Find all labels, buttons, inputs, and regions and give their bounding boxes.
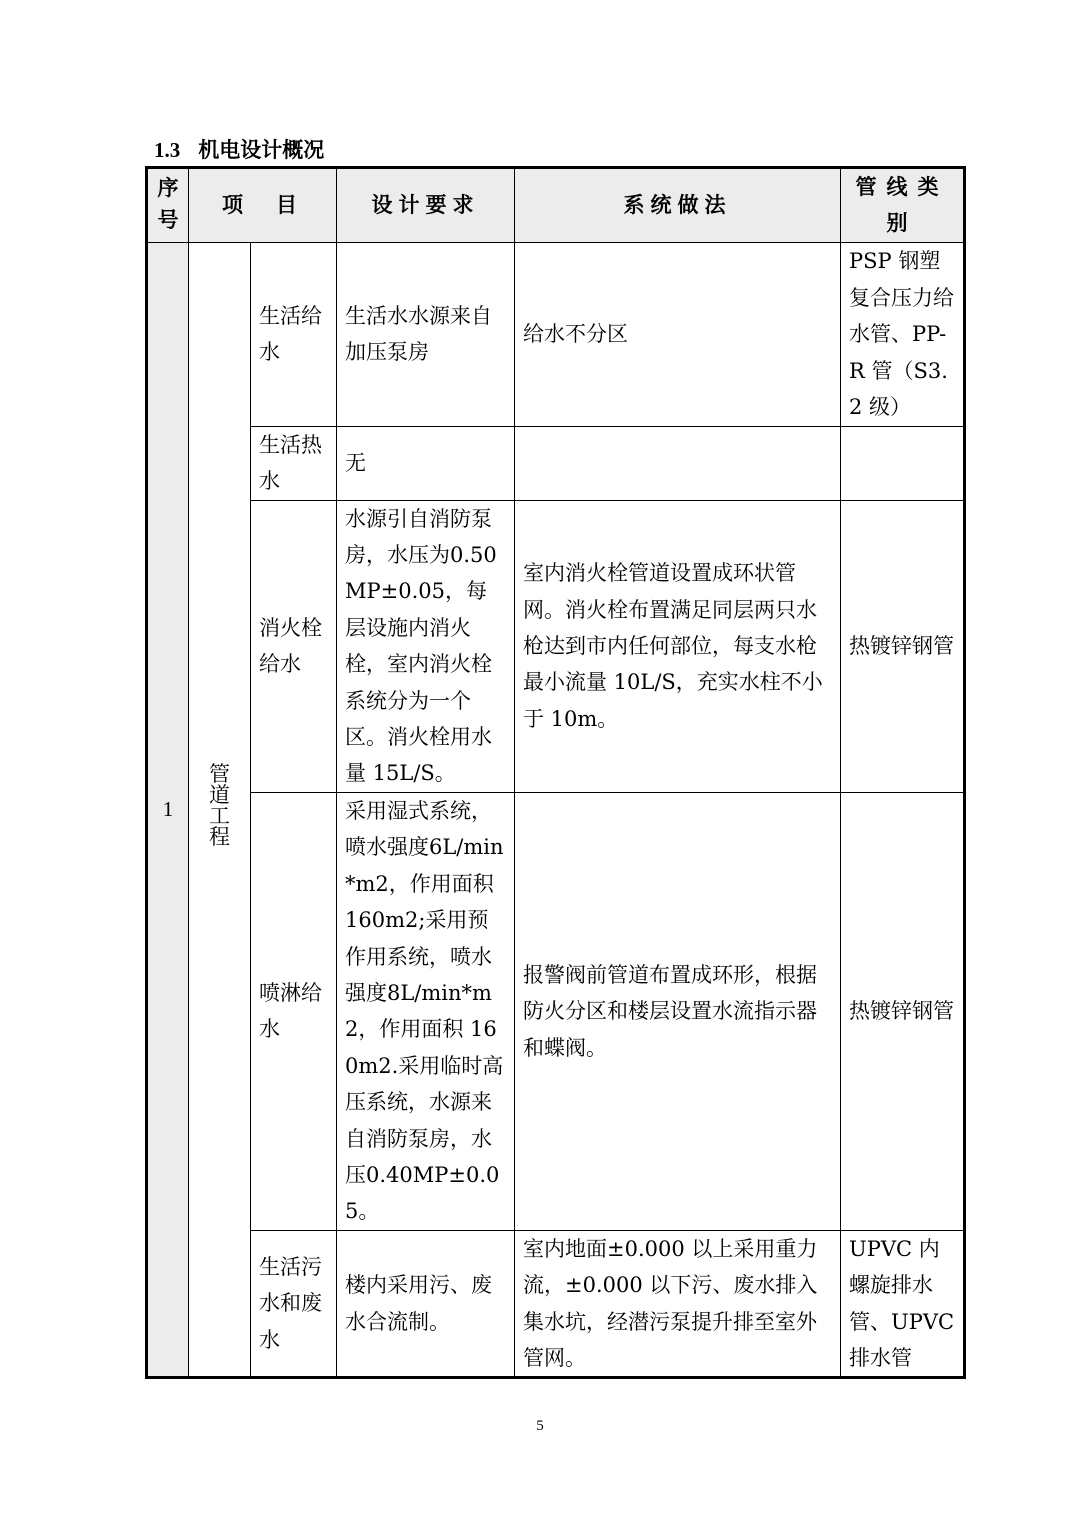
group-seq: 1 <box>147 242 189 1378</box>
row-pipe: PSP 钢塑复合压力给水管、PP-R 管（S3.2 级） <box>841 242 965 426</box>
header-pipe: 管线类别 <box>841 168 965 243</box>
header-design: 设计要求 <box>337 168 515 243</box>
row-design: 楼内采用污、废水合流制。 <box>337 1230 515 1378</box>
row-pipe: 热镀锌钢管 <box>841 792 965 1230</box>
row-item: 生活污水和废水 <box>251 1230 337 1378</box>
row-method: 室内地面±0.000 以上采用重力流，±0.000 以下污、废水排入集水坑，经潜污泵提升排至室外管网。 <box>515 1230 841 1378</box>
group-category: 管道工程 <box>189 242 251 1378</box>
section-number: 1.3 <box>154 138 181 162</box>
row-method: 报警阀前管道布置成环形，根据防火分区和楼层设置水流指示器和蝶阀。 <box>515 792 841 1230</box>
mep-design-table <box>145 166 966 1379</box>
row-pipe: 热镀锌钢管 <box>841 500 965 792</box>
row-pipe: UPVC 内螺旋排水管、UPVC 排水管 <box>841 1230 965 1378</box>
row-design: 水源引自消防泵房，水压为0.50MP±0.05，每层设施内消火栓，室内消火栓系统分为一个区。消火栓用水量 15L/S。 <box>337 500 515 792</box>
page-number: 5 <box>536 1418 544 1434</box>
header-item: 项 目 <box>189 168 337 243</box>
row-method: 给水不分区 <box>515 242 841 426</box>
row-design: 采用湿式系统，喷水强度6L/min*m2，作用面积 160m2;采用预作用系统，喷水强度8L/min*m2，作用面积 160m2.采用临时高压系统，水源来自消防泵房，水压0.40MP±0.05。 <box>337 792 515 1230</box>
row-method <box>515 426 841 500</box>
row-item: 喷淋给水 <box>251 792 337 1230</box>
header-seq: 序号 <box>147 168 189 243</box>
row-design: 无 <box>337 426 515 500</box>
table-row <box>147 426 965 500</box>
table-row <box>147 242 965 426</box>
row-pipe <box>841 426 965 500</box>
section-heading <box>154 136 324 164</box>
table-row <box>147 1230 965 1378</box>
table-row <box>147 792 965 1230</box>
row-item: 生活热水 <box>251 426 337 500</box>
section-title: 机电设计概况 <box>198 137 325 162</box>
row-design: 生活水水源来自加压泵房 <box>337 242 515 426</box>
row-item: 生活给水 <box>251 242 337 426</box>
row-method: 室内消火栓管道设置成环状管网。消火栓布置满足同层两只水枪达到市内任何部位，每支水枪最小流量 10L/S，充实水柱不小于 10m。 <box>515 500 841 792</box>
row-item: 消火栓给水 <box>251 500 337 792</box>
header-method: 系统做法 <box>515 168 841 243</box>
table-row <box>147 500 965 792</box>
table-header-row <box>147 168 965 243</box>
